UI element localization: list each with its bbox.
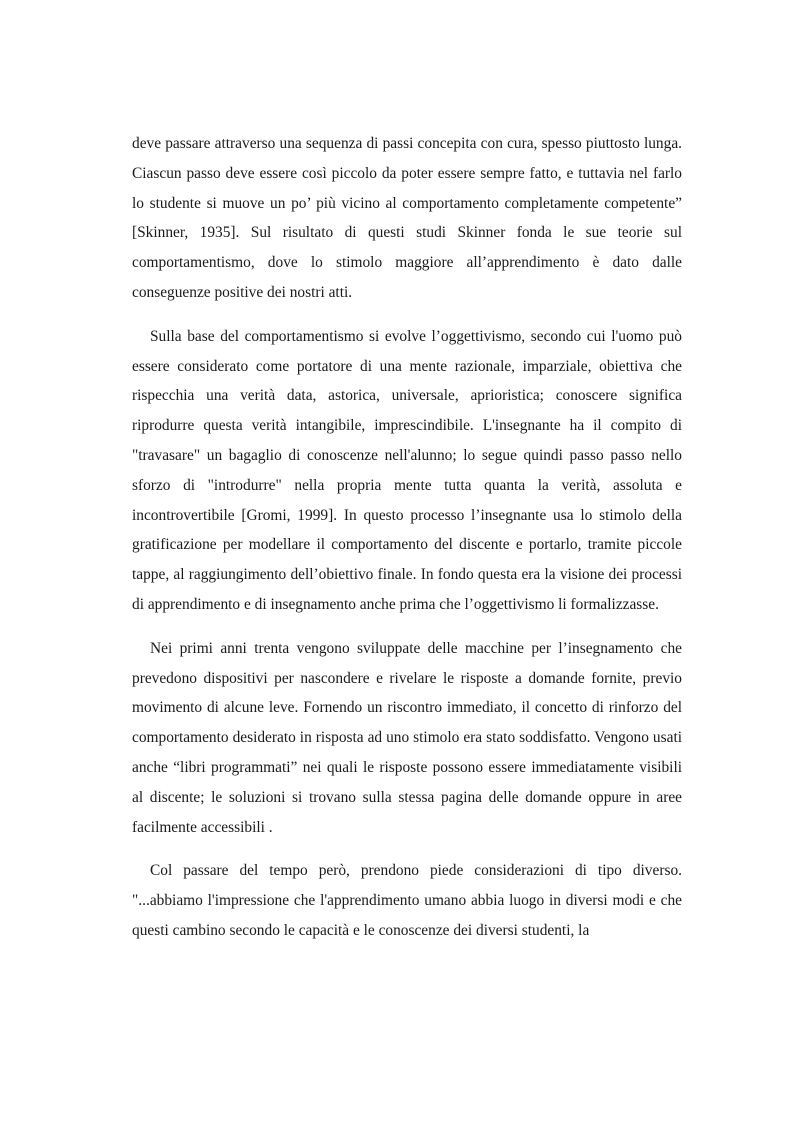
paragraph-3: Nei primi anni trenta vengono sviluppate delle macchine per l’insegnamento che prevedono dispositivi per nascondere e rivelare le risposte a domande fornite, previo movimento di alcune leve. Fornendo un riscontro immediato, il concetto di rinforzo del comportamento desiderato in risposta ad uno stimolo era stato soddisfatto. Vengono usati anche “libri programmati” nei quali le risposte possono essere immediatamente visibili al discente; le soluzioni si trovano sulla stessa pagina delle domande oppure in aree facilmente accessibili . — [132, 639, 682, 836]
paragraph-2: Sulla base del comportamentismo si evolve l’oggettivismo, secondo cui l'uomo può essere considerato come portatore di una mente razionale, imparziale, obiettiva che rispecchia una verità data, astorica, universale, aprioristica; conoscere significa riprodurre questa verità intangibile, imprescindibile. L'insegnante ha il compito di "travasare" un bagaglio di conoscenze nell'alunno; lo segue quindi passo passo nello sforzo di "introdurre" nella propria mente tutta quanta la verità, assoluta e incontrovertibile [Gromi, 1999]. In questo processo l’insegnante usa lo stimolo della gratificazione per modellare il comportamento del discente e portarlo, tramite piccole tappe, al raggiungimento dell’obiettivo finale. In fondo questa era la visione dei processi di apprendimento e di insegnamento anche prima che l’oggettivismo li formalizzasse. — [132, 327, 682, 613]
body-text — [132, 129, 682, 960]
paragraph-1: deve passare attraverso una sequenza di passi concepita con cura, spesso piuttosto lunga. Ciascun passo deve essere così piccolo da poter essere sempre fatto, e tuttavia nel farlo lo studente si muove un po’ più vicino al comportamento completamente competente” [Skinner, 1935]. Sul risultato di questi studi Skinner fonda le sue teorie sul comportamentismo, dove lo stimolo maggiore all’apprendimento è dato dalle conseguenze positive dei nostri atti. — [132, 135, 682, 301]
paragraph-4: Col passare del tempo però, prendono piede considerazioni di tipo diverso. "...abbiamo l'impressione che l'apprendimento umano abbia luogo in diversi modi e che questi cambino secondo le capacità e le conoscenze dei diversi studenti, la — [132, 862, 682, 939]
